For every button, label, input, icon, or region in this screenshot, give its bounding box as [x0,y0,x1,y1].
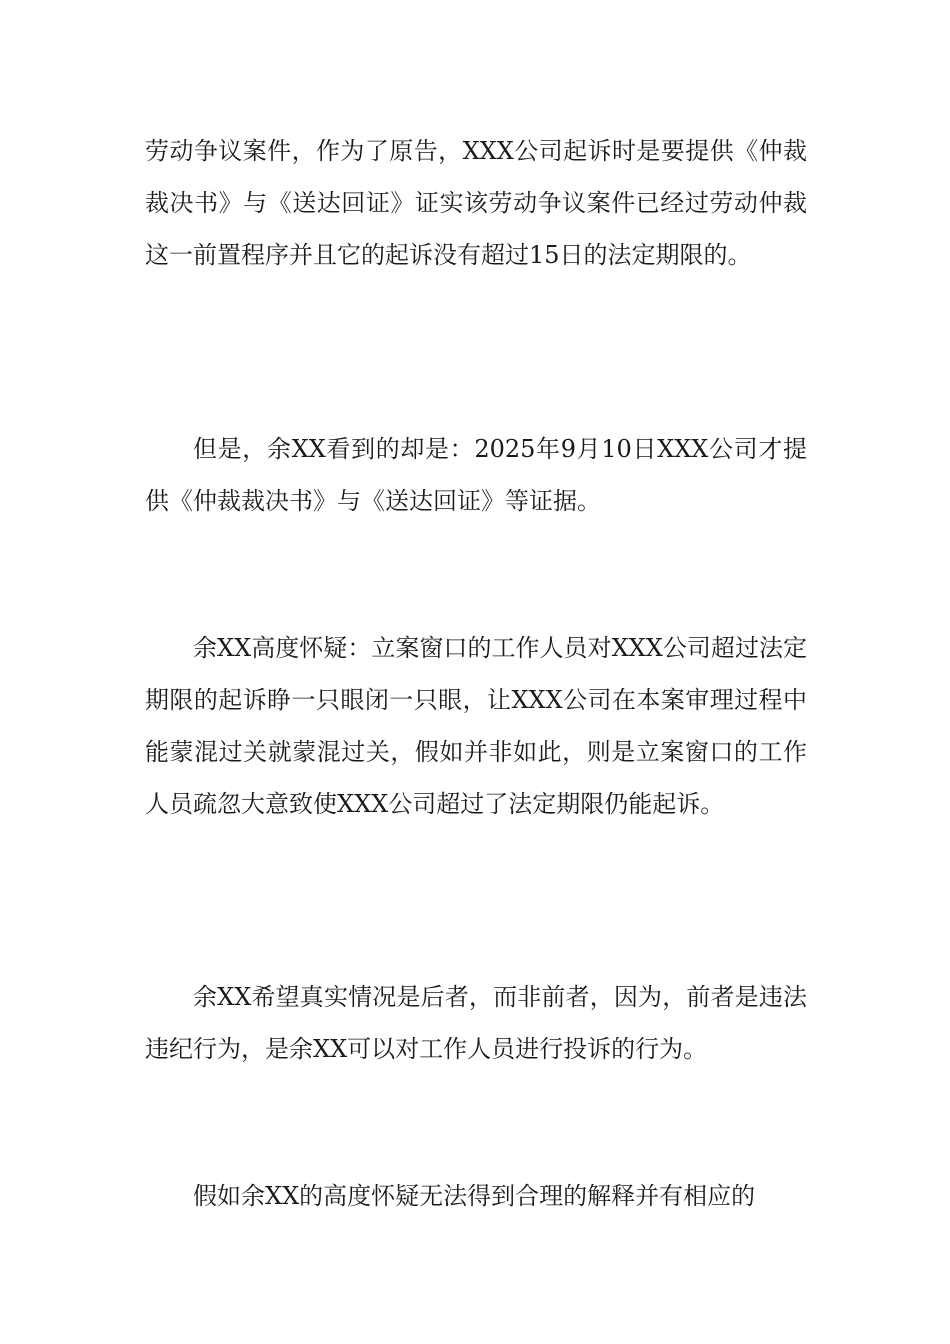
paragraph-hope: 余XX希望真实情况是后者，而非前者，因为，前者是违法违纪行为，是余XX可以对工作人员进行投诉的行为。 [145,983,807,1063]
paragraph-conditional: 假如余XX的高度怀疑无法得到合理的解释并有相应的 [193,1182,756,1210]
paragraph-continuation: 劳动争议案件，作为了原告，XXX公司起诉时是要提供《仲裁裁决书》与《送达回证》证实该劳动争议案件已经过劳动仲裁这一前置程序并且它的起诉没有超过15日的法定期限的。 [145,137,807,269]
paragraph-evidence-date: 但是，余XX看到的却是：2025年9月10日XXX公司才提供《仲裁裁决书》与《送达回证》等证据。 [145,435,807,515]
paragraph-suspicion: 余XX高度怀疑：立案窗口的工作人员对XXX公司超过法定期限的起诉睁一只眼闭一只眼，让XXX公司在本案审理过程中能蒙混过关就蒙混过关，假如并非如此，则是立案窗口的工作人员疏忽大意致使XXX公司超过了法定期限仍能起诉。 [145,634,807,818]
